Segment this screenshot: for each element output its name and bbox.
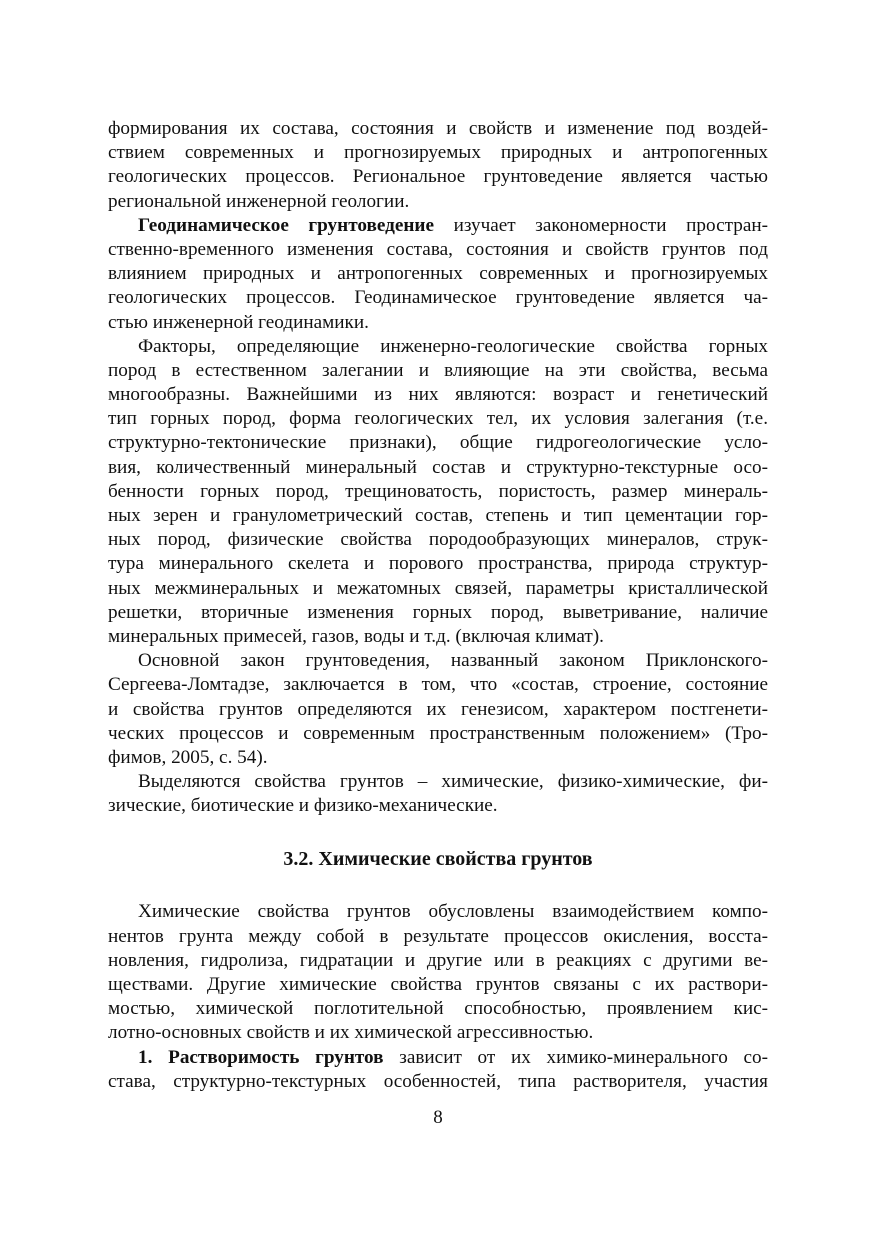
text-line: геологических процессов. Геодинамическое грунтоведение является ча-	[108, 287, 768, 309]
text-line: ществами. Другие химические свойства грунтов связаны с их раствори-	[108, 974, 768, 995]
text-line: региональной инженерной геологии.	[108, 190, 410, 212]
paragraph-main-law	[108, 649, 768, 770]
text-line: тура минерального скелета и порового пространства, природа структур-	[108, 553, 768, 575]
text-line: ных межминеральных и межатомных связей, параметры кристаллической	[108, 577, 768, 599]
bold-term: Геодинамическое грунтоведение	[138, 214, 434, 236]
text-line: новления, гидролиза, гидратации и другие или в реакциях с другими ве-	[108, 949, 768, 971]
text-line: става, структурно-текстурных особенностей, типа растворителя, участия	[108, 1070, 768, 1092]
text-line: структурно-тектонические признаки), общие гидрогеологические усло-	[108, 432, 768, 454]
text-line: бенности горных пород, трещиноватость, пористость, размер минераль-	[108, 480, 768, 502]
text-line: зические, биотические и физико-механические.	[108, 795, 498, 817]
text-line: геологических процессов. Региональное грунтоведение является частью	[108, 166, 768, 188]
text-line: лотно-основных свойств и их химической агрессивностью.	[108, 1022, 594, 1044]
text-line: ствием современных и прогнозируемых природных и антропогенных	[108, 142, 768, 164]
text-line: Химические свойства грунтов обусловлены взаимодействием компо-	[138, 901, 768, 923]
text-line	[108, 214, 768, 238]
text-line: ных зерен и гранулометрический состав, степень и тип цементации гор-	[108, 505, 768, 526]
text-line: многообразны. Важнейшими из них являются: возраст и генетический	[108, 384, 768, 406]
text-line: Выделяются свойства грунтов – химические, физико-химические, фи-	[138, 771, 768, 793]
text-line: мостью, химической поглотительной способностью, проявлением кис-	[108, 998, 768, 1020]
text-line: Основной закон грунтоведения, названный законом Приклонского-	[138, 650, 768, 672]
text-line: тип горных пород, форма геологических тел, их условия залегания (т.е.	[108, 408, 768, 430]
text-line: ственно-временного изменения состава, состояния и свойств грунтов под	[108, 238, 768, 260]
text-line: Факторы, определяющие инженерно-геологические свойства горных	[138, 335, 768, 357]
text-line: минеральных примесей, газов, воды и т.д. (включая климат).	[108, 625, 604, 647]
paragraph-chemical	[108, 900, 768, 1045]
text-line: решетки, вторичные изменения горных пород, выветривание, наличие	[108, 601, 768, 623]
text-line: ческих процессов и современным пространственным положением» (Тро-	[108, 722, 768, 744]
paragraph-geodynamic	[108, 214, 768, 335]
bold-term: 1. Растворимость грунтов	[138, 1046, 384, 1068]
paragraph-regional	[108, 117, 768, 214]
text-fragment: изучает закономерности простран-	[433, 214, 768, 236]
text-line: формирования их состава, состояния и свойств и изменение под воздей-	[108, 118, 768, 139]
text-line: пород в естественном залегании и влияющие на эти свойства, весьма	[108, 359, 768, 381]
text-line: стью инженерной геодинамики.	[108, 311, 369, 333]
page-number: 8	[433, 1107, 443, 1128]
text-fragment: зависит от их химико-минерального со-	[383, 1046, 768, 1068]
paragraph-factors	[108, 335, 768, 649]
body-text	[108, 117, 768, 1094]
text-line: фимов, 2005, с. 54).	[108, 746, 268, 768]
text-line: нентов грунта между собой в результате процессов окисления, восста-	[108, 925, 768, 947]
section-heading: 3.2. Химические свойства грунтов	[283, 848, 593, 871]
text-line: ных пород, физические свойства породообразующих минералов, струк-	[108, 529, 768, 551]
paragraph-properties	[108, 770, 768, 818]
text-line	[108, 1046, 768, 1070]
text-line: и свойства грунтов определяются их генезисом, характером постгенети-	[108, 698, 768, 720]
text-line: влиянием природных и антропогенных современных и прогнозируемых	[108, 263, 768, 285]
text-line: Сергеева-Ломтадзе, заключается в том, что «состав, строение, состояние	[108, 674, 768, 696]
text-line: вия, количественный минеральный состав и структурно-текстурные осо-	[108, 456, 768, 478]
paragraph-solubility	[108, 1046, 768, 1094]
